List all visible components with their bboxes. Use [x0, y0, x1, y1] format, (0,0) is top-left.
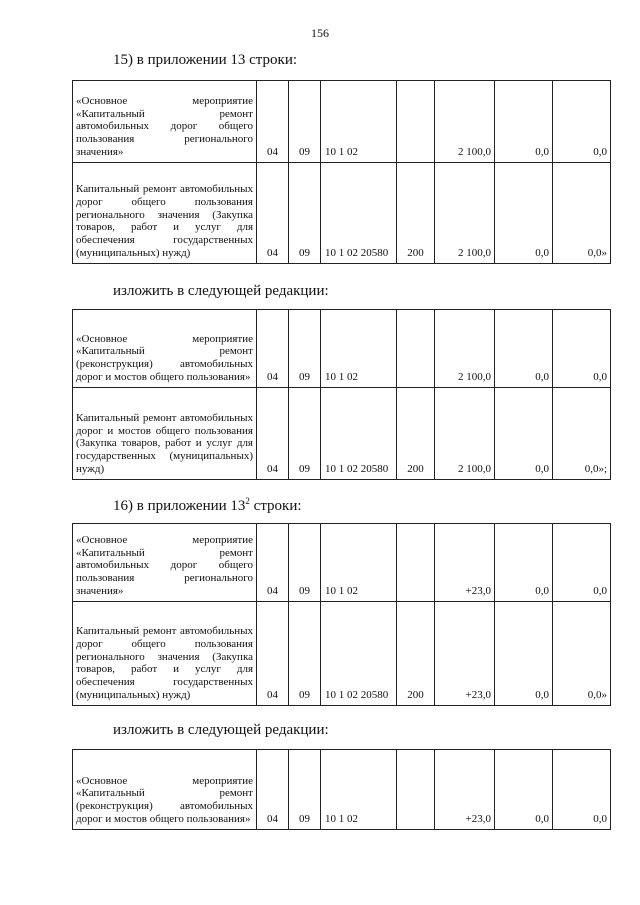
row-sum-3: 0,0	[553, 310, 611, 388]
row-sum-2: 0,0	[495, 524, 553, 602]
row-razdel: 04	[257, 388, 289, 480]
row-expense-type: 200	[397, 602, 435, 706]
table-row	[73, 524, 611, 602]
row-target-code: 10 1 02 20580	[321, 388, 397, 480]
row-sum-2: 0,0	[495, 750, 553, 830]
row-description: «Основное мероприятие «Капитальный ремонт (реконструкция) автомобильных дорог и мостов общего пользования»	[73, 750, 257, 830]
heading-text: 16) в приложении 13	[113, 498, 246, 514]
row-sum-1: 2 100,0	[435, 163, 495, 264]
row-sum-2: 0,0	[495, 388, 553, 480]
table-section-15-new	[72, 309, 611, 480]
row-description: Капитальный ремонт автомобильных дорог общего пользования регионального значения (Закупка товаров, работ и услуг для обеспечения государственных (муниципальных) нужд)	[73, 163, 257, 264]
section-heading-16	[113, 496, 302, 515]
table-section-15-old	[72, 80, 611, 264]
row-target-code: 10 1 02 20580	[321, 163, 397, 264]
row-target-code: 10 1 02	[321, 750, 397, 830]
section-heading-15	[113, 52, 297, 69]
row-description: «Основное мероприятие «Капитальный ремонт (реконструкция) автомобильных дорог и мостов общего пользования»	[73, 310, 257, 388]
heading-text: изложить в следующей редакции:	[113, 283, 329, 299]
table-section-16-old	[72, 523, 611, 706]
row-sum-1: +23,0	[435, 750, 495, 830]
row-description: «Основное мероприятие «Капитальный ремонт автомобильных дорог общего пользования регионального значения»	[73, 81, 257, 163]
row-sum-3: 0,0	[553, 524, 611, 602]
row-podrazdel: 09	[289, 750, 321, 830]
row-target-code: 10 1 02	[321, 81, 397, 163]
row-expense-type	[397, 524, 435, 602]
row-sum-1: 2 100,0	[435, 81, 495, 163]
row-razdel: 04	[257, 602, 289, 706]
page-number: 156	[311, 26, 329, 40]
row-podrazdel: 09	[289, 388, 321, 480]
row-razdel: 04	[257, 750, 289, 830]
row-target-code: 10 1 02	[321, 524, 397, 602]
row-podrazdel: 09	[289, 310, 321, 388]
row-sum-3: 0,0»;	[553, 388, 611, 480]
row-description: Капитальный ремонт автомобильных дорог и мостов общего пользования (Закупка товаров, работ и услуг для государственных (муниципальных) нужд)	[73, 388, 257, 480]
section-heading-new-15	[113, 283, 329, 300]
row-sum-3: 0,0»	[553, 602, 611, 706]
section-heading-new-16	[113, 722, 329, 739]
row-sum-1: 2 100,0	[435, 388, 495, 480]
table-row	[73, 602, 611, 706]
row-expense-type	[397, 81, 435, 163]
row-sum-2: 0,0	[495, 163, 553, 264]
row-podrazdel: 09	[289, 602, 321, 706]
row-target-code: 10 1 02 20580	[321, 602, 397, 706]
row-podrazdel: 09	[289, 524, 321, 602]
row-description: «Основное мероприятие «Капитальный ремонт автомобильных дорог общего пользования регионального значения»	[73, 524, 257, 602]
row-podrazdel: 09	[289, 81, 321, 163]
table-row	[73, 81, 611, 163]
row-sum-3: 0,0	[553, 81, 611, 163]
row-sum-1: +23,0	[435, 602, 495, 706]
table-row	[73, 163, 611, 264]
heading-text: 15) в приложении 13 строки:	[113, 52, 298, 68]
table-section-16-new	[72, 749, 611, 830]
heading-text: изложить в следующей редакции:	[113, 722, 329, 738]
table-row	[73, 388, 611, 480]
heading-text-tail: строки:	[249, 498, 302, 514]
row-razdel: 04	[257, 81, 289, 163]
row-razdel: 04	[257, 524, 289, 602]
row-expense-type: 200	[397, 163, 435, 264]
row-expense-type	[397, 750, 435, 830]
row-sum-2: 0,0	[495, 81, 553, 163]
row-sum-2: 0,0	[495, 602, 553, 706]
row-razdel: 04	[257, 163, 289, 264]
row-sum-2: 0,0	[495, 310, 553, 388]
row-target-code: 10 1 02	[321, 310, 397, 388]
row-expense-type	[397, 310, 435, 388]
row-sum-3: 0,0»	[553, 163, 611, 264]
row-sum-1: +23,0	[435, 524, 495, 602]
table-row	[73, 310, 611, 388]
table-row	[73, 750, 611, 830]
row-podrazdel: 09	[289, 163, 321, 264]
row-razdel: 04	[257, 310, 289, 388]
row-description: Капитальный ремонт автомобильных дорог общего пользования регионального значения (Закупка товаров, работ и услуг для обеспечения государственных (муниципальных) нужд)	[73, 602, 257, 706]
row-sum-1: 2 100,0	[435, 310, 495, 388]
row-sum-3: 0,0	[553, 750, 611, 830]
heading-superscript: 2	[245, 496, 250, 506]
row-expense-type: 200	[397, 388, 435, 480]
